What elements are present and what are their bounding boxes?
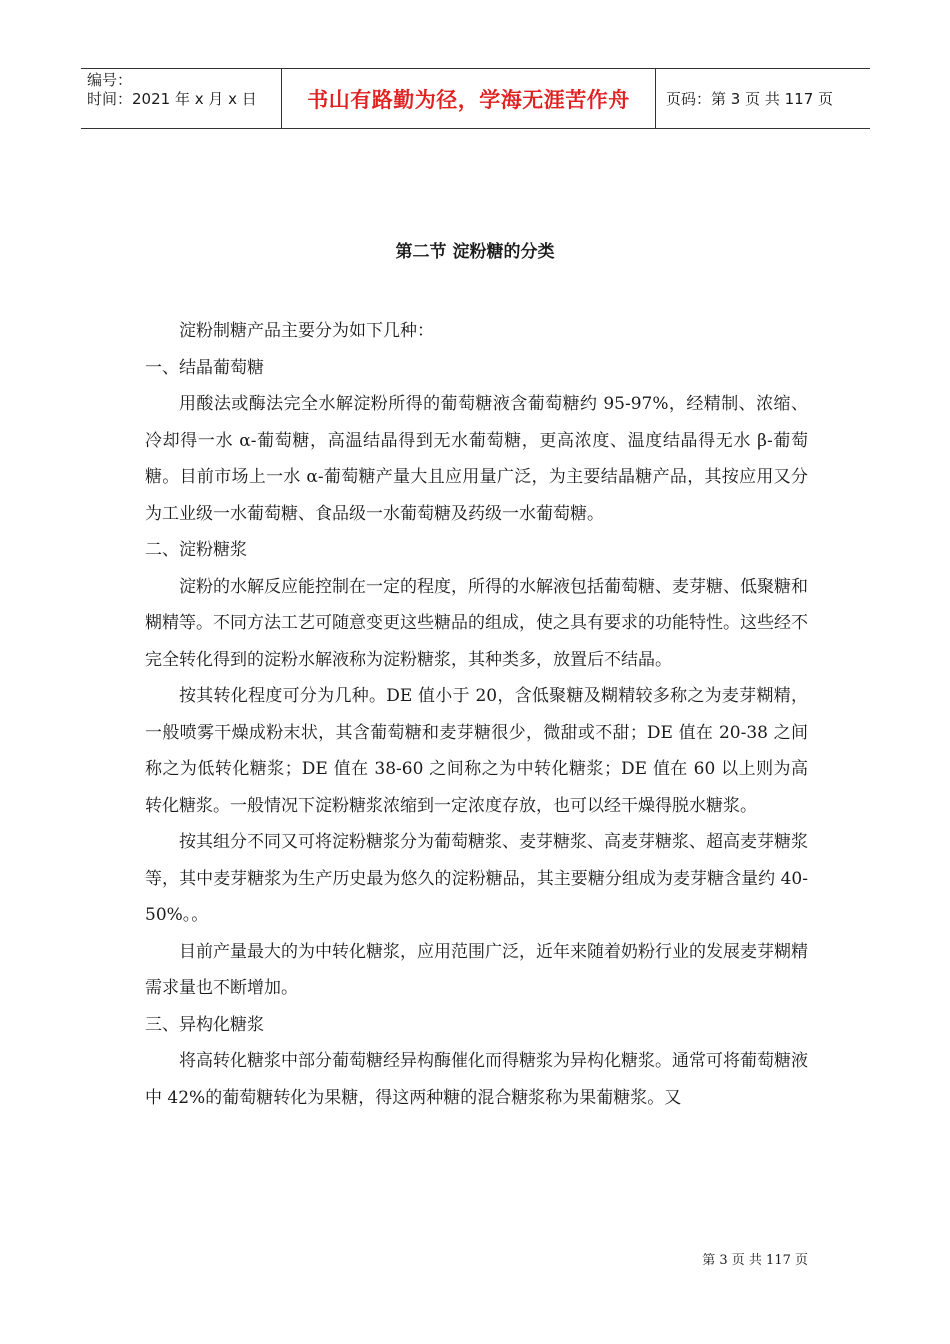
motto: 书山有路勤为径，学海无涯苦作舟 [307,87,630,112]
header-meta [81,69,282,128]
heading-crystalline-glucose: 一、结晶葡萄糖 [145,357,264,378]
header-motto-cell [282,69,656,128]
paragraph-isomerized-syrup: 将高转化糖浆中部分葡萄糖经异构酶催化而得糖浆为异构化糖浆。通常可将葡萄糖液中 42%的葡萄糖转化为果糖，得这两种糖的混合糖浆称为果葡糖浆。又 [145,1051,808,1108]
paragraph-conversion-degree: 按其转化程度可分为几种。DE 值小于 20，含低聚糖及糊精较多称之为麦芽糊精，一般喷雾干燥成粉末状，其含葡萄糖和麦芽糖很少，微甜或不甜；DE 值在 20-38 之间称之为低转化糖浆；DE 值在 38-60 之间称之为中转化糖浆；DE 值在 60 以上则为高转化糖浆。一般情况下淀粉糖浆浓缩到一定浓度存放，也可以经干燥得脱水糖浆。 [145,686,808,816]
heading-isomerized-syrup: 三、异构化糖浆 [145,1014,264,1035]
date-label: 时间：2021 年 x 月 x 日 [87,90,257,108]
intro-paragraph: 淀粉制糖产品主要分为如下几种： [179,321,434,341]
page-label: 页码：第 3 页 共 117 页 [666,90,834,108]
paragraph-composition: 按其组分不同又可将淀粉糖浆分为葡萄糖浆、麦芽糖浆、高麦芽糖浆、超高麦芽糖浆等，其中麦芽糖浆为生产历史最为悠久的淀粉糖品，其主要糖分组成为麦芽糖含量约 40-50%。。 [145,832,808,925]
header-page-cell [656,69,870,128]
body-content [145,313,808,1116]
page-header [81,68,870,129]
page-footer: 第 3 页 共 117 页 [702,1253,808,1268]
number-label: 编号： [87,71,133,89]
section-title: 第二节 淀粉糖的分类 [395,242,555,262]
paragraph-crystalline-glucose: 用酸法或酶法完全水解淀粉所得的葡萄糖液含葡萄糖约 95-97%，经精制、浓缩、冷却得一水 α-葡萄糖，高温结晶得到无水葡萄糖，更高浓度、温度结晶得无水 β-葡萄糖。目前市场上一水 α-葡萄糖产量大且应用量广泛，为主要结晶糖产品，其按应用又分为工业级一水葡萄糖、食品级一水葡萄糖及药级一水葡萄糖。 [145,394,808,524]
heading-starch-syrup: 二、淀粉糖浆 [145,540,247,560]
paragraph-production: 目前产量最大的为中转化糖浆，应用范围广泛，近年来随着奶粉行业的发展麦芽糊精需求量也不断增加。 [145,941,808,998]
paragraph-starch-syrup: 淀粉的水解反应能控制在一定的程度，所得的水解液包括葡萄糖、麦芽糖、低聚糖和糊精等。不同方法工艺可随意变更这些糖品的组成，使之具有要求的功能特性。这些经不完全转化得到的淀粉水解液称为淀粉糖浆，其种类多，放置后不结晶。 [145,576,808,670]
